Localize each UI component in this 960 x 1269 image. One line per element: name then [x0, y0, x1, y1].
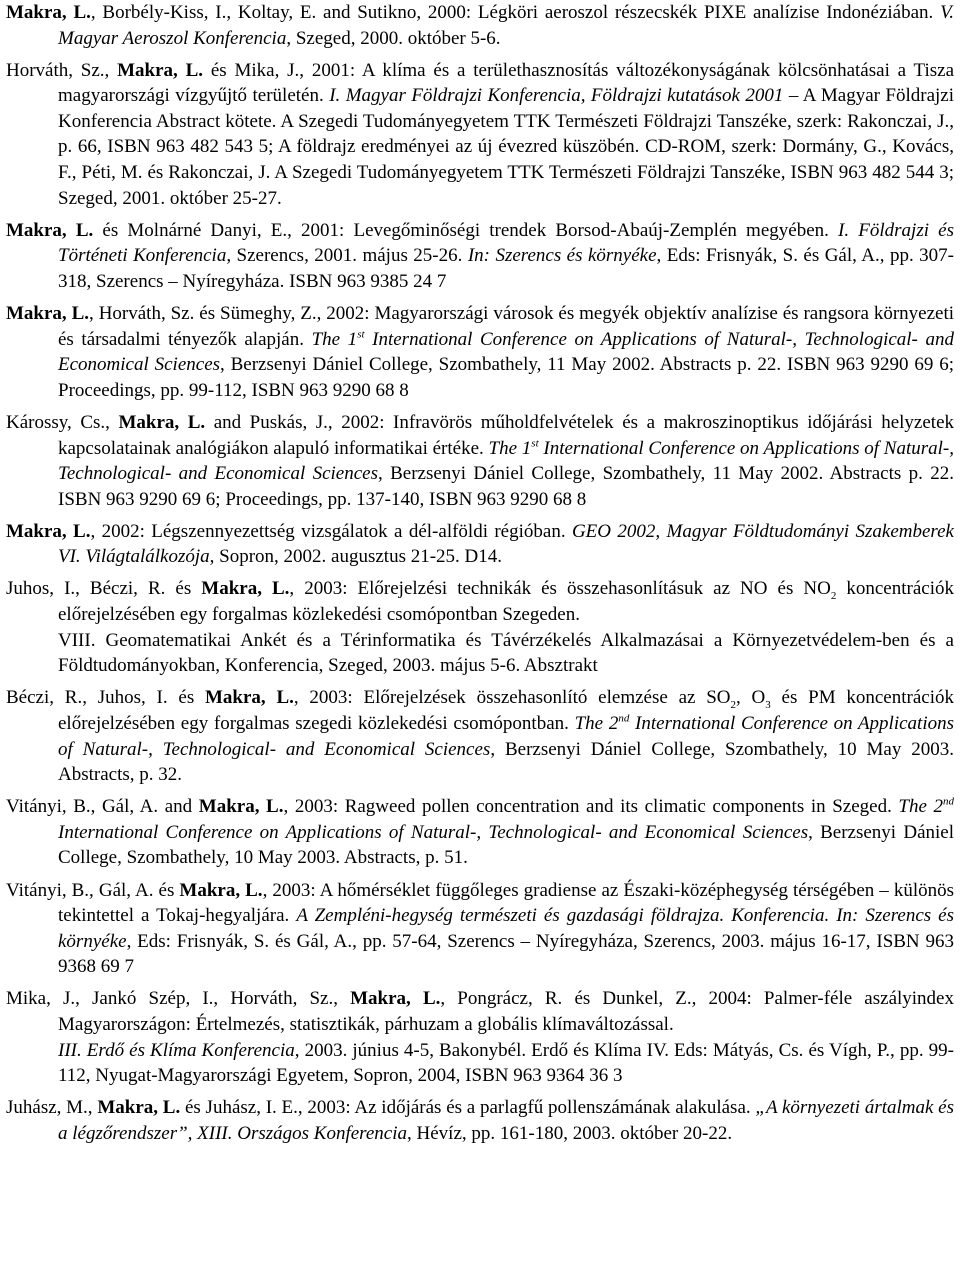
chemical-subscript: 2: [830, 590, 837, 603]
venue-title: I. Magyar Földrajzi Konferencia, Földrajzi kutatások 2001: [329, 85, 784, 107]
citation-text: , 2002: Légszennyezettség vizsgálatok a dél-alföldi régióban.: [90, 520, 572, 542]
venue-title: III. Erdő és Klíma Konferencia: [58, 1039, 295, 1061]
reference-entry: [6, 0, 954, 51]
reference-entry: [6, 410, 954, 512]
author-highlight: Makra, L.: [205, 687, 294, 709]
reference-entry: [6, 878, 954, 980]
venue-title: International Conference on Applications of Natural-, Technological- and Economical Sciences: [58, 712, 954, 760]
citation-text: , 2003: Előrejelzések összehasonlító elemzése az SO: [293, 687, 731, 709]
citation-text: Mika, J., Jankó Szép, I., Horváth, Sz.,: [6, 988, 351, 1010]
author-highlight: Makra, L.: [6, 2, 91, 23]
citation-text: , Szerencs, 2001. május 25-26.: [226, 245, 468, 267]
venue-title: A Zempléni-hegység természeti és gazdasági földrajza. Konferencia. In: Szerencs és környéke: [58, 905, 955, 952]
venue-title: GEO 2002, Magyar Földtudományi Szakemberek VI. Világtalálkozója: [58, 520, 954, 568]
citation-text: Horváth, Sz.,: [6, 59, 118, 81]
citation-text: – A Magyar Földrajzi Konferencia Abstract kötete. A Szegedi Tudományegyetem TTK Természeti Földrajzi Tanszéke, szerk: Rakonczai, J., p. 66, ISBN 963 482 543 5; A földrajz eredményei az új évezred küszöbén. CD-ROM, szerk: Dormány, G., Kovács, F., Péti, M. és Rakonczai, J. A Szegedi Tudományegyetem TTK Természeti Földrajzi Tanszéke, ISBN 963 482 544 3; Szeged, 2001. október 25-27.: [58, 85, 955, 209]
citation-text: Béczi, R., Juhos, I. és: [6, 687, 205, 709]
venue-title: I. Földrajzi és Történeti Konferencia: [58, 219, 954, 267]
citation-text: és Mika, J., 2001: A klíma és a területhasznosítás változékonyságának kölcsönhatásai a Tisza magyarországi vízgyűjtő területén.: [58, 59, 955, 107]
citation-text: , Berzsenyi Dániel College, Szombathely, 10 May 2003. Abstracts, p. 51.: [58, 821, 954, 869]
reference-entry: [6, 58, 954, 212]
citation-text: Juhos, I., Béczi, R. és: [6, 578, 202, 600]
citation-text: Vitányi, B., Gál, A. and: [6, 796, 199, 818]
citation-text: , Pongrácz, R. és Dunkel, Z., 2004: Palmer-féle aszályindex Magyarországon: Értelmezés, statisztikák, párhuzam a globális klímaváltozással.: [58, 988, 954, 1035]
venue-title: The 1: [311, 328, 358, 350]
citation-text: , Berzsenyi Dániel College, Szombathely, 11 May 2002. Abstracts p. 22. ISBN 963 9290 69 6; Proceedings, pp. 99-112, ISBN 963 9290 68 8: [58, 354, 954, 401]
citation-text: , Hévíz, pp. 161-180, 2003. október 20-22.: [407, 1122, 733, 1144]
author-highlight: Makra, L.: [201, 578, 290, 600]
reference-entry: [6, 576, 954, 678]
citation-text: , 2003: Előrejelzési technikák és összehasonlításuk az NO és NO: [289, 578, 831, 600]
reference-entry: [6, 794, 954, 871]
ordinal-suffix: st: [357, 328, 365, 341]
ordinal-suffix: nd: [943, 795, 954, 808]
author-highlight: Makra, L.: [118, 411, 206, 433]
author-highlight: Makra, L.: [97, 1097, 181, 1119]
venue-title: The 2: [574, 712, 619, 734]
reference-continuation: [58, 1038, 954, 1089]
venue-title: International Conference on Applications of Natural-, Technological- and Economical Sciences: [58, 821, 809, 843]
reference-list: [6, 0, 954, 1146]
reference-entry: [6, 986, 954, 1088]
citation-text: Vitányi, B., Gál, A. és: [6, 879, 180, 901]
author-highlight: Makra, L.: [350, 988, 441, 1010]
citation-text: , Eds: Frisnyák, S. és Gál, A., pp. 307-318, Szerencs – Nyíregyháza. ISBN 963 9385 24 7: [58, 245, 955, 292]
author-highlight: Makra, L.: [117, 59, 204, 81]
citation-text: , Eds: Frisnyák, S. és Gál, A., pp. 57-64, Szerencs – Nyíregyháza, Szerencs, 2003. május 16-17, ISBN 963 9368 69 7: [58, 930, 954, 978]
reference-continuation: VIII. Geomatematikai Ankét és a Térinformatika és Távérzékelés Alkalmazásai a Környezetvédelem-ben és a Földtudományokban, Konferencia, Szeged, 2003. május 5-6. Absztrakt: [58, 629, 954, 677]
reference-entry: [6, 301, 954, 403]
venue-title: The 2: [898, 796, 943, 818]
venue-title: International Conference on Applications of Natural-, Technological- and Economical Sciences: [58, 437, 955, 485]
chemical-subscript: 2: [730, 699, 736, 712]
venue-title: V. Magyar Aeroszol Konferencia: [58, 2, 954, 49]
author-highlight: Makra, L.: [198, 796, 284, 818]
citation-text: , Berzsenyi Dániel College, Szombathely, 11 May 2002. Abstracts p. 22. ISBN 963 9290 69 6; Proceedings, pp. 137-140, ISBN 963 9290 68 8: [58, 463, 954, 510]
reference-entry: [6, 218, 954, 295]
reference-entry: [6, 519, 954, 570]
citation-text: , Sopron, 2002. augusztus 21-25. D14.: [209, 546, 503, 568]
citation-text: and Puskás, J., 2002: Infravörös műholdfelvételek és a makroszinoptikus időjárási helyzetek kapcsolatainak analógiákon alapuló informatikai értéke.: [58, 411, 955, 459]
citation-text: , Berzsenyi Dániel College, Szombathely, 10 May 2003. Abstracts, p. 32.: [58, 738, 954, 786]
citation-text: , 2003: A hőmérséklet függőleges gradiense az Északi-középhegység térségében – különös tekintettel a Tokaj-hegyaljára.: [58, 879, 954, 927]
citation-text: és Molnárné Danyi, E., 2001: Levegőminőségi trendek Borsod-Abaúj-Zemplén megyében.: [93, 219, 839, 241]
citation-text: és PM koncentrációk előrejelzésében egy forgalmas szegedi közlekedési csomópontban.: [58, 687, 954, 734]
citation-text: Juhász, M.,: [6, 1097, 98, 1119]
citation-text: Károssy, Cs.,: [6, 411, 119, 433]
reference-entry: [6, 685, 954, 787]
venue-title: „A környezeti ártalmak és a légzőrendszer”, XIII. Országos Konferencia: [58, 1097, 955, 1144]
ordinal-suffix: nd: [618, 712, 630, 725]
citation-text: , O: [736, 687, 766, 709]
author-highlight: Makra, L.: [6, 219, 94, 241]
author-highlight: Makra, L.: [6, 303, 90, 325]
author-highlight: Makra, L.: [179, 879, 263, 901]
citation-text: koncentrációk előrejelzésében egy forgalmas közlekedési csomópontban Szegeden.: [58, 578, 954, 626]
venue-title: International Conference on Applications of Natural-, Technological- and Economical Sciences: [58, 328, 954, 376]
citation-text: , Horváth, Sz. és Sümeghy, Z., 2002: Magyarországi városok és megyék objektív analízise és rangsora környezeti és társadalmi tényezők alapján.: [58, 303, 954, 350]
citation-text: , Szeged, 2000. október 5-6.: [286, 27, 501, 49]
reference-entry: [6, 1095, 954, 1146]
citation-text: , 2003: Ragweed pollen concentration and its climatic components in Szeged.: [283, 796, 899, 818]
citation-text: , 2003. június 4-5, Bakonybél. Erdő és Klíma IV. Eds: Mátyás, Cs. és Vígh, P., pp. 99-112, Nyugat-Magyarországi Egyetem, Sopron, 2004, ISBN 963 9364 36 3: [58, 1039, 955, 1087]
citation-text: és Juhász, I. E., 2003: Az időjárás és a parlagfű pollenszámának alakulása.: [180, 1097, 756, 1119]
author-highlight: Makra, L.: [6, 520, 91, 542]
citation-text: , Borbély-Kiss, I., Koltay, E. and Sutikno, 2000: Légköri aeroszol részecskék PIXE analízise Indonéziában.: [90, 2, 941, 23]
chemical-subscript: 3: [765, 699, 771, 712]
venue-title: The 1: [488, 437, 532, 459]
ordinal-suffix: st: [531, 437, 539, 450]
venue-title: In: Szerencs és környéke: [467, 245, 657, 267]
